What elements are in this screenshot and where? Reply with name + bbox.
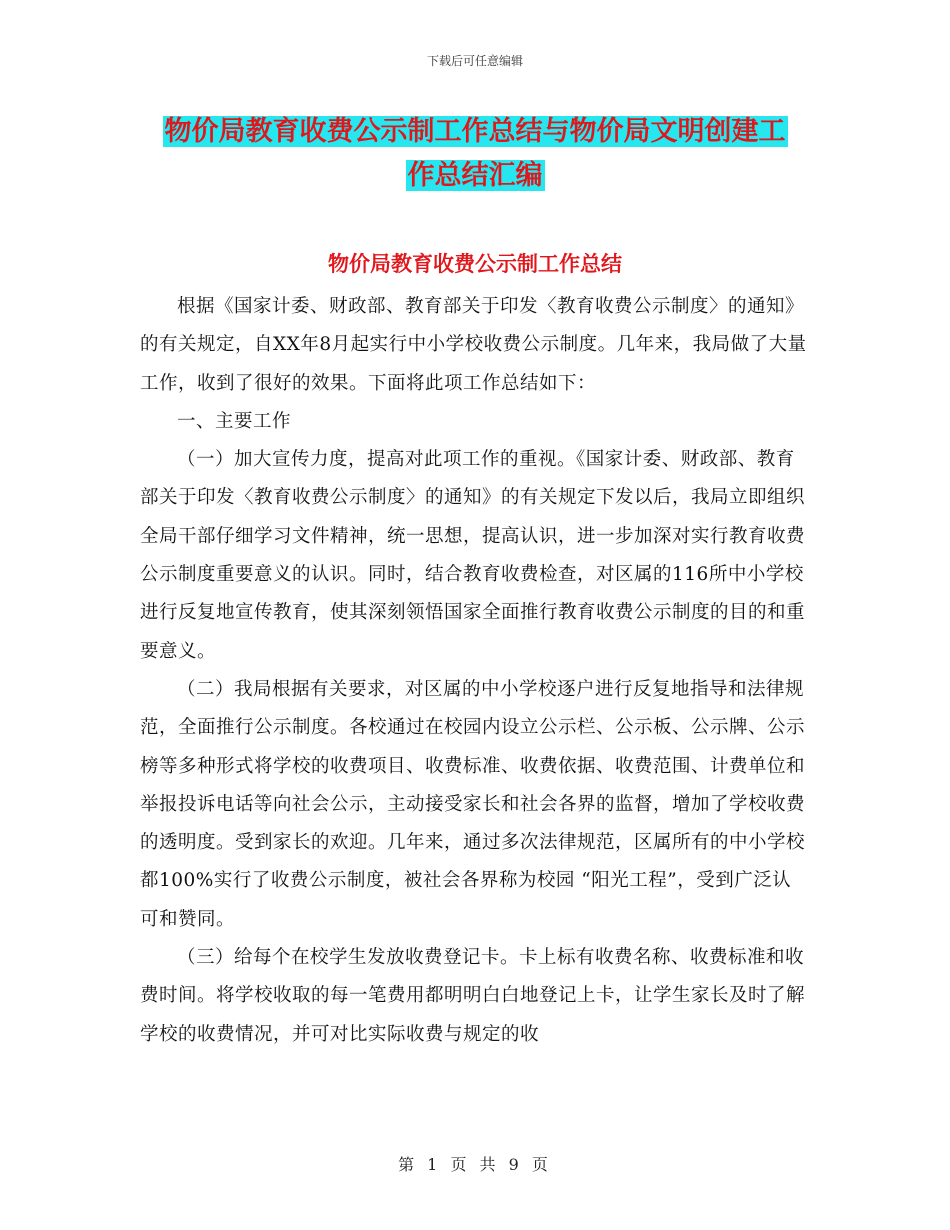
document-body: [140, 288, 808, 1054]
document-title-line-2: 作总结汇编: [407, 160, 543, 191]
page-number-footer: 第 1 页 共 9 页: [398, 1155, 552, 1174]
document-title: [150, 110, 800, 198]
paragraph-item-1: （一）加大宣传力度，提高对此项工作的重视。《国家计委、财政部、教育部关于印发〈教育收费公示制度〉的通知》的有关规定下发以后，我局立即组织全局干部仔细学习文件精神，统一思想，提高认识，进一步加深对实行教育收费公示制度重要意义的认识。同时，结合教育收费检查，对区属的116所中小学校进行反复地宣传教育，使其深刻领悟国家全面推行教育收费公示制度的目的和重要意义。: [140, 449, 806, 662]
paragraph-intro: 根据《国家计委、财政部、教育部关于印发〈教育收费公示制度〉的通知》的有关规定，自XX年8月起实行中小学校收费公示制度。几年来，我局做了大量工作，收到了很好的效果。下面将此项工作总结如下：: [140, 296, 807, 394]
paragraph-item-2: （二）我局根据有关要求，对区属的中小学校逐户进行反复地指导和法律规范，全面推行公示制度。各校通过在校园内设立公示栏、公示板、公示牌、公示榜等多种形式将学校的收费项目、收费标准、收费依据、收费范围、计费单位和举报投诉电话等向社会公示，主动接受家长和社会各界的监督，增加了学校收费的透明度。受到家长的欢迎。几年来，通过多次法律规范，区属所有的中小学校都100%实行了收费公示制度，被社会各界称为校园 “阳光工程”，受到广泛认可和赞同。: [140, 678, 806, 930]
header-note: 下载后可任意编辑: [426, 54, 523, 68]
document-title-line-1: 物价局教育收费公示制工作总结与物价局文明创建工: [164, 116, 786, 147]
paragraph-item-3: （三）给每个在校学生发放收费登记卡。卡上标有收费名称、收费标准和收费时间。将学校收取的每一笔费用都明明白白地登记上卡，让学生家长及时了解学校的收费情况，并可对比实际收费与规定的收: [140, 947, 806, 1045]
section-title: 物价局教育收费公示制工作总结: [328, 252, 622, 276]
paragraph-heading-main-work: 一、主要工作: [177, 410, 292, 432]
